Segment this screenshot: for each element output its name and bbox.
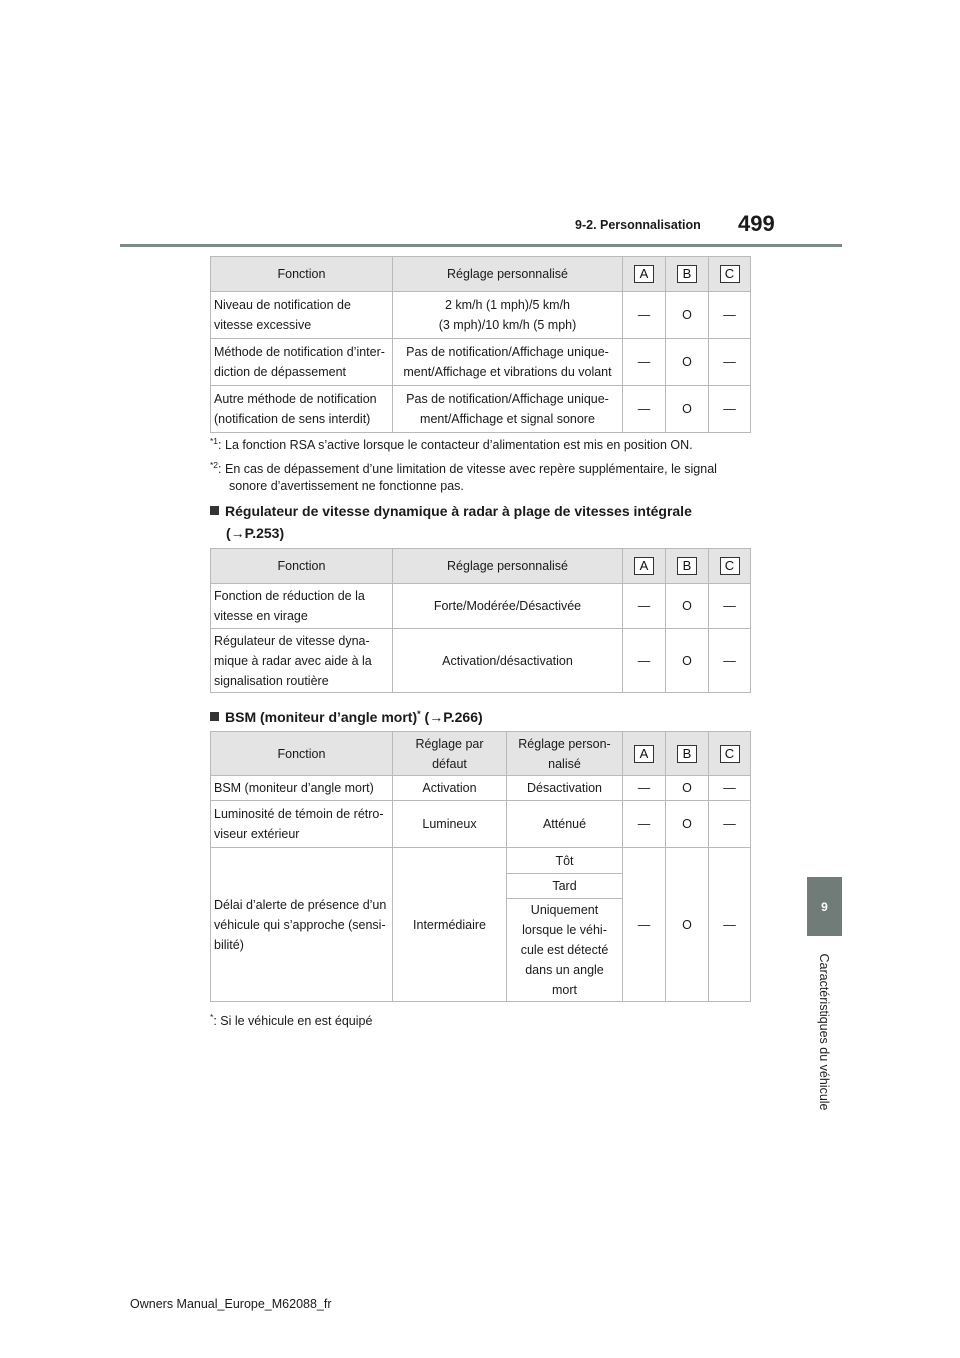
cell-a: —	[623, 629, 666, 693]
cell-c: —	[709, 629, 751, 693]
header-fonction: Fonction	[211, 257, 393, 292]
table-row	[211, 292, 751, 339]
header-reglage: Réglage personnalisé	[393, 257, 623, 292]
column-c-label: C	[720, 557, 740, 575]
cell-fonction: Méthode de notification d’inter- diction de dépassement	[211, 339, 393, 386]
cell-reglage: 2 km/h (1 mph)/5 km/h (3 mph)/10 km/h (5 mph)	[393, 292, 623, 339]
notification-settings-table	[210, 256, 751, 433]
header-reglage: Réglage person- nalisé	[507, 732, 623, 776]
bsm-table	[210, 731, 751, 1002]
section-heading-bsm: BSM (moniteur d’angle mort)* (→P.266)	[210, 703, 483, 728]
bullet-square-icon	[210, 506, 219, 515]
cell-c: —	[709, 801, 751, 848]
header-fonction: Fonction	[211, 732, 393, 776]
cell-fonction: Autre méthode de notification (notification de sens interdit)	[211, 386, 393, 433]
cell-c: —	[709, 584, 751, 629]
column-b-label: B	[677, 557, 697, 575]
cell-a: —	[623, 801, 666, 848]
section-heading-radar-cruise: Régulateur de vitesse dynamique à radar à plage de vitesses intégrale	[210, 500, 692, 522]
cell-option-tard: Tard	[507, 874, 623, 899]
bullet-square-icon	[210, 712, 219, 721]
cell-reglage: Activation/désactivation	[393, 629, 623, 693]
table-row	[211, 584, 751, 629]
column-a-label: A	[634, 557, 654, 575]
footnote-equipped: *: Si le véhicule en est équipé	[210, 1012, 373, 1028]
cell-b: O	[666, 629, 709, 693]
chapter-tab	[807, 877, 842, 936]
cell-fonction: Fonction de réduction de la vitesse en virage	[211, 584, 393, 629]
cell-reglage: Pas de notification/Affichage unique- ment/Affichage et vibrations du volant	[393, 339, 623, 386]
footnote-2: $^{*2}$: En cas de dépassement d’une limitation de vitesse avec repère supplémentaire, le signal	[210, 460, 717, 476]
cell-a: —	[623, 386, 666, 433]
cell-b: O	[666, 776, 709, 801]
cell-fonction: Luminosité de témoin de rétro- viseur extérieur	[211, 801, 393, 848]
cell-a: —	[623, 848, 666, 1002]
table-header-row	[211, 549, 751, 584]
cell-b: O	[666, 584, 709, 629]
table-row	[211, 776, 751, 801]
column-a-label: A	[634, 745, 654, 763]
header-fonction: Fonction	[211, 549, 393, 584]
chapter-label: Caractéristiques du véhicule	[817, 953, 831, 1111]
table-row	[211, 386, 751, 433]
cell-reglage: Forte/Modérée/Désactivée	[393, 584, 623, 629]
table-header-row	[211, 732, 751, 776]
column-b-label: B	[677, 745, 697, 763]
cell-option-tot: Tôt	[507, 848, 623, 874]
cell-c: —	[709, 292, 751, 339]
table-row	[211, 629, 751, 693]
table-row	[211, 339, 751, 386]
cell-a: —	[623, 292, 666, 339]
radar-cruise-table	[210, 548, 751, 693]
section-title: 9-2. Personnalisation	[575, 218, 701, 232]
cell-b: O	[666, 292, 709, 339]
table-row	[211, 801, 751, 848]
cell-a: —	[623, 584, 666, 629]
footnote-2-continued: sonore d’avertissement ne fonctionne pas.	[229, 479, 464, 493]
cell-defaut: Intermédiaire	[393, 848, 507, 1002]
cell-c: —	[709, 339, 751, 386]
cell-reglage: Atténué	[507, 801, 623, 848]
cell-b: O	[666, 386, 709, 433]
header-divider	[120, 244, 842, 247]
cell-defaut: Lumineux	[393, 801, 507, 848]
cell-option-angle-mort: Uniquement lorsque le véhi- cule est détecté dans un angle mort	[507, 899, 623, 1002]
page-number: 499	[738, 211, 775, 236]
cell-reglage: Désactivation	[507, 776, 623, 801]
cell-fonction: Niveau de notification de vitesse excessive	[211, 292, 393, 339]
header-reglage: Réglage personnalisé	[393, 549, 623, 584]
footnote-1: $^{*1}$: La fonction RSA s’active lorsque le contacteur d’alimentation est mis en position ON.	[210, 436, 693, 452]
cell-b: O	[666, 339, 709, 386]
cell-fonction: Régulateur de vitesse dyna- mique à radar avec aide à la signalisation routière	[211, 629, 393, 693]
table-header-row	[211, 257, 751, 292]
document-footer: Owners Manual_Europe_M62088_fr	[130, 1297, 332, 1311]
cell-c: —	[709, 776, 751, 801]
cell-c: —	[709, 386, 751, 433]
column-b-label: B	[677, 265, 697, 283]
header-defaut: Réglage par défaut	[393, 732, 507, 776]
chapter-number: 9	[821, 899, 828, 914]
cell-b: O	[666, 801, 709, 848]
cell-a: —	[623, 339, 666, 386]
cell-defaut: Activation	[393, 776, 507, 801]
cell-fonction: Délai d’alerte de présence d’un véhicule qui s’approche (sensi- bilité)	[211, 848, 393, 1002]
table-row	[211, 848, 751, 874]
column-a-label: A	[634, 265, 654, 283]
cell-a: —	[623, 776, 666, 801]
cell-reglage: Pas de notification/Affichage unique- ment/Affichage et signal sonore	[393, 386, 623, 433]
column-c-label: C	[720, 265, 740, 283]
cell-c: —	[709, 848, 751, 1002]
column-c-label: C	[720, 745, 740, 763]
section-heading-radar-cruise-ref: (→P.253)	[226, 525, 285, 541]
cell-b: O	[666, 848, 709, 1002]
cell-fonction: BSM (moniteur d’angle mort)	[211, 776, 393, 801]
